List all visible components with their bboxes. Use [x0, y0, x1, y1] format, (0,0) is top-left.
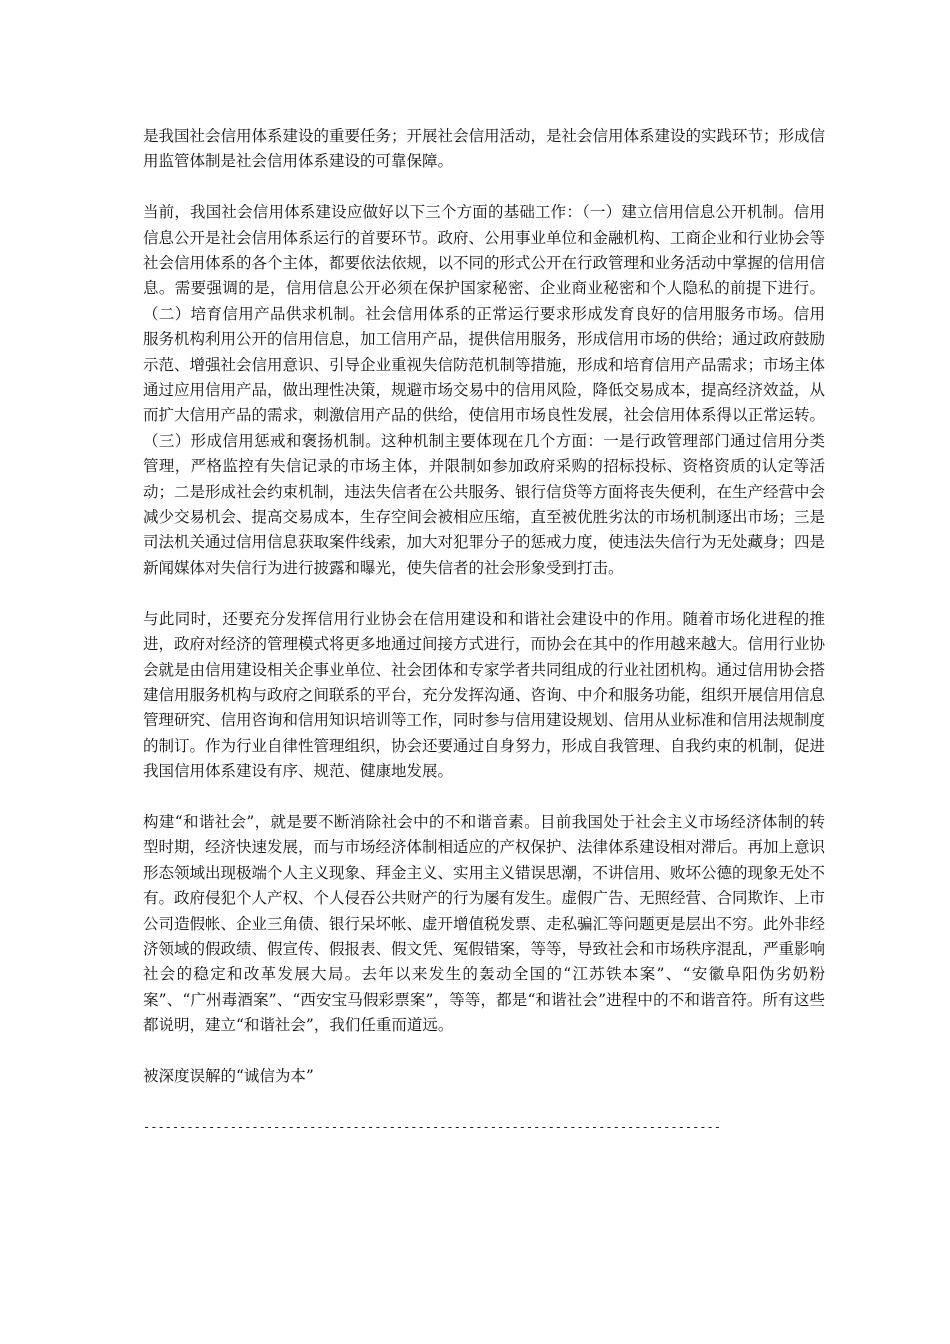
paragraph-2: 当前，我国社会信用体系建设应做好以下三个方面的基础工作：（一）建立信用信息公开机制。信用信息公开是社会信用体系运行的首要环节。政府、公用事业单位和金融机构、工商企业和行业协会等社会信用体系的各个主体，都要依法依规，以不同的形式公开在行政管理和业务活动中掌握的信用信息。需要强调的是，信用信息公开必须在保护国家秘密、企业商业秘密和个人隐私的前提下进行。（二）培育信用产品供求机制。社会信用体系的正常运行要求形成发育良好的信用服务市场。信用服务机构利用公开的信用信息，加工信用产品，提供信用服务，形成信用市场的供给；通过政府鼓励示范、增强社会信用意识、引导企业重视失信防范机制等措施，形成和培育信用产品需求；市场主体通过应用信用产品，做出理性决策，规避市场交易中的信用风险，降低交易成本，提高经济效益，从而扩大信用产品的需求，刺激信用产品的供给，使信用市场良性发展，社会信用体系得以正常运转。（三）形成信用惩戒和褒扬机制。这种机制主要体现在几个方面：一是行政管理部门通过信用分类管理，严格监控有失信记录的市场主体，并限制如参加政府采购的招标投标、资格资质的认定等活动；二是形成社会约束机制，违法失信者在公共服务、银行信贷等方面将丧失便利，在生产经营中会减少交易机会、提高交易成本，生存空间会被相应压缩，直至被优胜劣汰的市场机制逐出市场；三是司法机关通过信用信息获取案件线索，加大对犯罪分子的惩戒力度，使违法失信行为无处藏身；四是新闻媒体对失信行为进行披露和曝光，使失信者的社会形象受到打击。: [143, 203, 826, 577]
section-heading: 被深度误解的“诚信为本”: [143, 1066, 314, 1085]
paragraph-3: 与此同时，还要充分发挥信用行业协会在信用建设和和谐社会建设中的作用。随着市场化进程的推进，政府对经济的管理模式将更多地通过间接方式进行，而协会在其中的作用越来越大。信用行业协会就是由信用建设相关企事业单位、社会团体和专家学者共同组成的行业社团机构。通过信用协会搭建信用服务机构与政府之间联系的平台，充分发挥沟通、咨询、中介和服务功能，组织开展信用信息管理研究、信用咨询和信用知识培训等工作，同时参与信用建设规划、信用从业标准和信用法规制度的制订。作为行业自律性管理组织，协会还要通过自身努力，形成自我管理、自我约束的机制，促进我国信用体系建设有序、规范、健康地发展。: [143, 609, 826, 781]
divider-line: --------------------------------------------------------------------------------: [143, 1119, 721, 1134]
paragraph-1: 是我国社会信用体系建设的重要任务；开展社会信用活动，是社会信用体系建设的实践环节；形成信用监管体制是社会信用体系建设的可靠保障。: [143, 127, 826, 171]
document-body: [143, 124, 825, 1140]
paragraph-4: 构建“和谐社会”，就是要不断消除社会中的不和谐音素。目前我国处于社会主义市场经济体制的转型时期，经济快速发展，而与市场经济体制相适应的产权保护、法律体系建设相对滞后。再加上意识形态领域出现极端个人主义现象、拜金主义、实用主义错误思潮，不讲信用、败坏公德的现象无处不有。政府侵犯个人产权、个人侵吞公共财产的行为屡有发生。虚假广告、无照经营、合同欺诈、上市公司造假帐、企业三角债、银行呆坏帐、虚开增值税发票、走私骗汇等问题更是层出不穷。此外非经济领域的假政绩、假宣传、假报表、假文凭、冤假错案，等等，导致社会和市场秩序混乱，严重影响社会的稳定和改革发展大局。去年以来发生的轰动全国的“江苏铁本案”、“安徽阜阳伪劣奶粉案”、“广州毒酒案”、“西安宝马假彩票案”，等等，都是“和谐社会”进程中的不和谐音符。所有这些都说明，建立“和谐社会”，我们任重而道远。: [143, 812, 826, 1035]
